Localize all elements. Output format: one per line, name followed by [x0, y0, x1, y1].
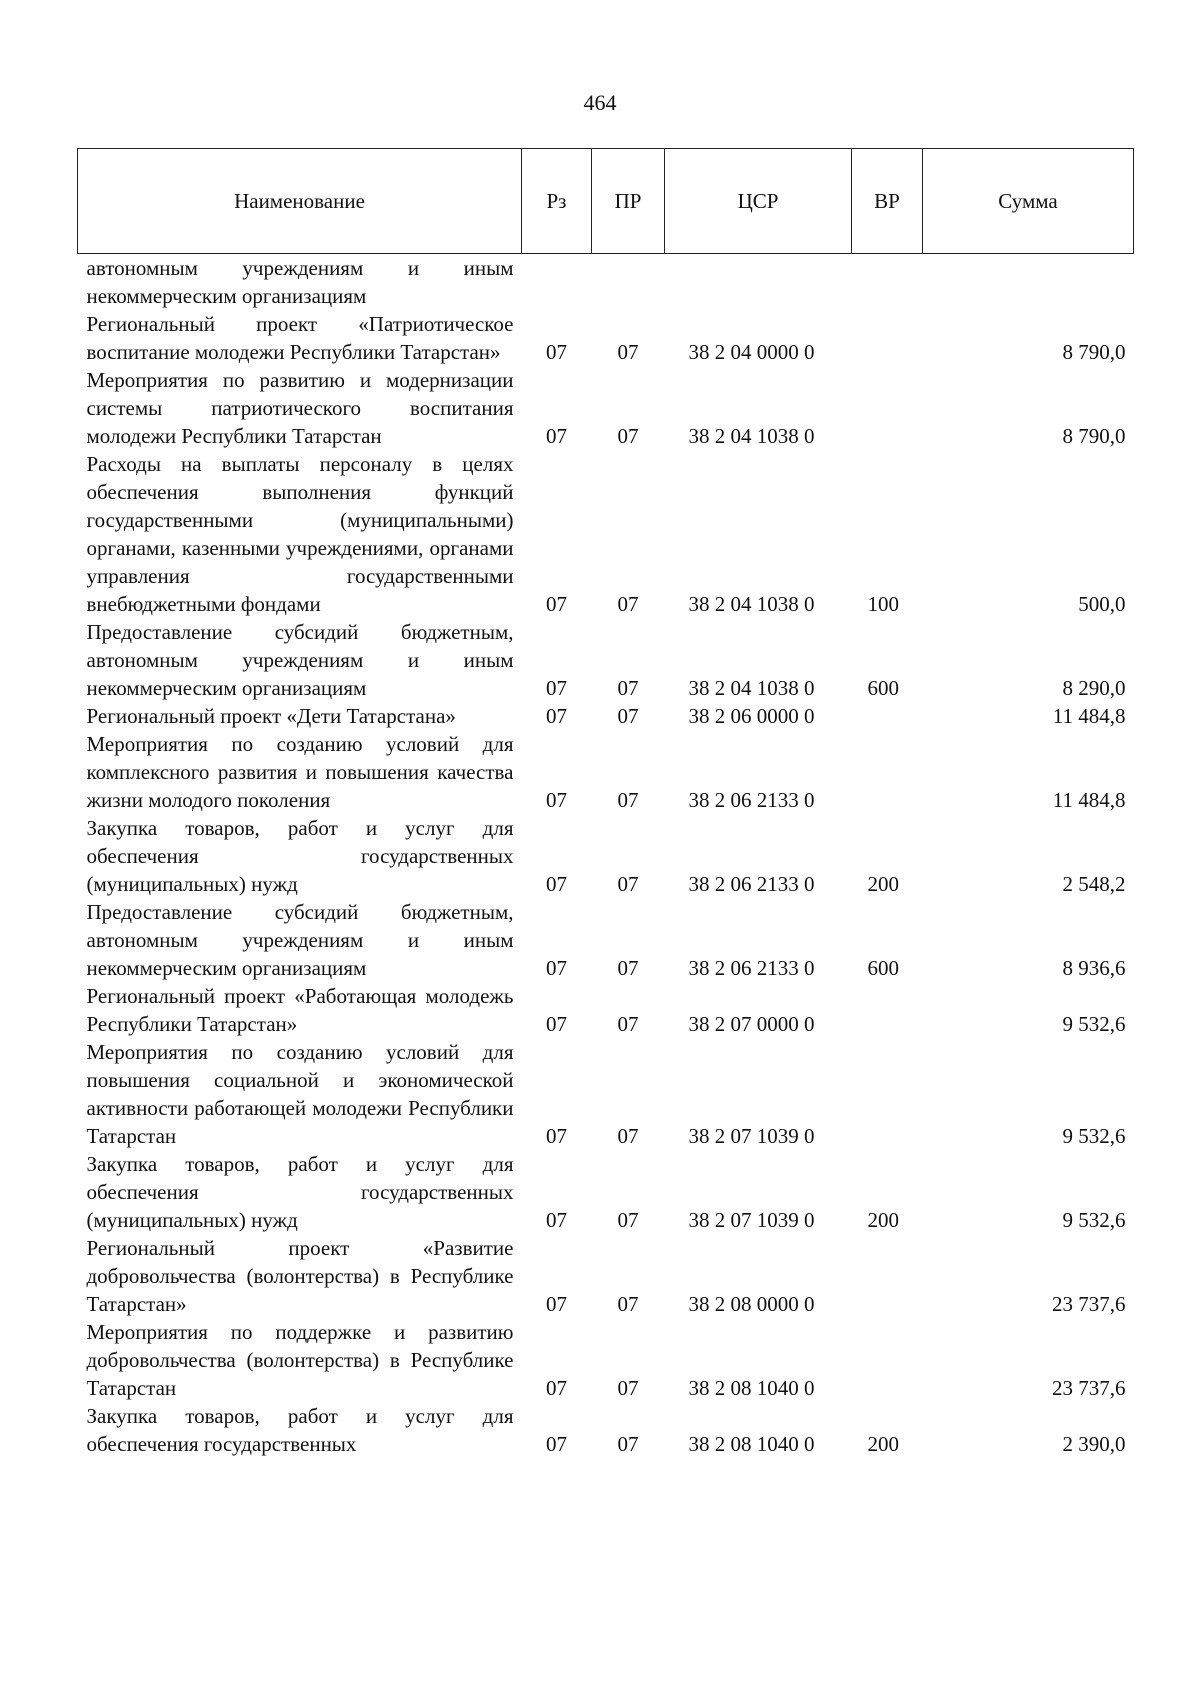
cell-name: Мероприятия по созданию условий для комплексного развития и повышения качества жизни молодого поколения	[86, 732, 514, 812]
table-row	[78, 1402, 1134, 1458]
cell-name: Мероприятия по созданию условий для повышения социальной и экономической активности работающей молодежи Республики Татарстан	[86, 1040, 514, 1148]
table-row	[78, 702, 1134, 730]
cell-pr: 07	[617, 1124, 639, 1148]
cell-sum: 8 290,0	[1062, 676, 1126, 700]
cell-pr: 07	[617, 1376, 639, 1400]
cell-name: Предоставление субсидий бюджетным, автономным учреждениям и иным некоммерческим организациям	[86, 900, 514, 980]
table-row	[78, 730, 1134, 814]
cell-name: Расходы на выплаты персоналу в целях обеспечения выполнения функций государственными (муниципальными) органами, казенными учреждениями, органами управления государственными внебюджетными фондами	[86, 452, 514, 616]
header-name: Наименование	[78, 149, 522, 254]
cell-csr: 38 2 06 2133 0	[688, 788, 815, 812]
cell-csr: 38 2 04 0000 0	[688, 340, 815, 364]
table-row	[78, 366, 1134, 450]
header-rz: Рз	[522, 149, 592, 254]
cell-pr: 07	[617, 704, 639, 728]
cell-name: Мероприятия по поддержке и развитию добровольчества (волонтерства) в Республике Татарстан	[86, 1320, 514, 1400]
cell-csr: 38 2 08 0000 0	[688, 1292, 815, 1316]
cell-rz: 07	[546, 872, 567, 896]
table-row	[78, 618, 1134, 702]
cell-name: Мероприятия по развитию и модернизации системы патриотического воспитания молодежи Республики Татарстан	[86, 368, 514, 448]
cell-rz: 07	[546, 788, 567, 812]
cell-vr	[852, 1318, 923, 1402]
cell-pr: 07	[617, 340, 639, 364]
cell-rz: 07	[546, 1432, 567, 1456]
cell-vr: 600	[867, 676, 899, 700]
cell-vr	[852, 1234, 923, 1318]
cell-csr: 38 2 08 1040 0	[688, 1432, 815, 1456]
header-csr: ЦСР	[665, 149, 852, 254]
cell-name: Региональный проект «Патриотическое воспитание молодежи Республики Татарстан»	[86, 312, 514, 364]
table-row	[78, 814, 1134, 898]
cell-name: Закупка товаров, работ и услуг для обеспечения государственных (муниципальных) нужд	[86, 816, 514, 896]
cell-pr: 07	[617, 1208, 639, 1232]
cell-name: Закупка товаров, работ и услуг для обеспечения государственных (муниципальных) нужд	[86, 1152, 514, 1232]
cell-csr: 38 2 06 0000 0	[688, 704, 815, 728]
header-vr: ВР	[852, 149, 923, 254]
cell-name: Региональный проект «Дети Татарстана»	[86, 704, 456, 728]
table-row	[78, 1150, 1134, 1234]
cell-sum: 8 790,0	[1062, 340, 1126, 364]
cell-rz: 07	[546, 676, 567, 700]
cell-sum: 23 737,6	[1052, 1376, 1126, 1400]
cell-csr: 38 2 04 1038 0	[688, 592, 815, 616]
cell-rz: 07	[546, 1208, 567, 1232]
budget-table	[77, 148, 1134, 1458]
cell-csr: 38 2 07 1039 0	[688, 1208, 815, 1232]
cell-vr: 100	[867, 592, 899, 616]
cell-name: Закупка товаров, работ и услуг для обеспечения государственных	[86, 1404, 514, 1456]
cell-sum: 11 484,8	[1052, 704, 1126, 728]
cell-rz: 07	[546, 1012, 567, 1036]
cell-rz: 07	[546, 704, 567, 728]
cell-pr: 07	[617, 956, 639, 980]
table-row	[78, 254, 1134, 311]
table-row	[78, 1318, 1134, 1402]
cell-rz: 07	[546, 1292, 567, 1316]
cell-vr	[852, 254, 923, 311]
header-sum: Сумма	[923, 149, 1134, 254]
cell-sum: 11 484,8	[1052, 788, 1126, 812]
table-row	[78, 1038, 1134, 1150]
cell-rz: 07	[546, 956, 567, 980]
cell-sum: 23 737,6	[1052, 1292, 1126, 1316]
cell-rz	[522, 254, 592, 311]
table-row	[78, 310, 1134, 366]
cell-rz: 07	[546, 1124, 567, 1148]
cell-sum	[923, 254, 1134, 311]
cell-pr: 07	[617, 592, 639, 616]
cell-csr: 38 2 06 2133 0	[688, 956, 815, 980]
cell-pr: 07	[617, 1292, 639, 1316]
cell-sum: 8 936,6	[1062, 956, 1126, 980]
table-row	[78, 1234, 1134, 1318]
cell-name: Предоставление субсидий бюджетным, автономным учреждениям и иным некоммерческим организациям	[86, 620, 514, 700]
cell-pr: 07	[617, 1012, 639, 1036]
page-number: 464	[583, 90, 617, 115]
cell-sum: 9 532,6	[1062, 1012, 1126, 1036]
cell-sum: 8 790,0	[1062, 424, 1126, 448]
cell-pr: 07	[617, 1432, 639, 1456]
cell-csr: 38 2 08 1040 0	[688, 1376, 815, 1400]
cell-sum: 2 548,2	[1062, 872, 1126, 896]
cell-vr: 200	[867, 1208, 899, 1232]
cell-vr	[852, 366, 923, 450]
cell-csr: 38 2 04 1038 0	[688, 424, 815, 448]
cell-vr	[852, 310, 923, 366]
cell-csr: 38 2 04 1038 0	[688, 676, 815, 700]
cell-pr: 07	[617, 676, 639, 700]
cell-pr: 07	[617, 424, 639, 448]
cell-csr: 38 2 07 0000 0	[688, 1012, 815, 1036]
cell-vr	[852, 1038, 923, 1150]
cell-sum: 500,0	[1078, 592, 1126, 616]
cell-rz: 07	[546, 424, 567, 448]
cell-rz: 07	[546, 592, 567, 616]
cell-vr: 200	[867, 1432, 899, 1456]
cell-pr: 07	[617, 872, 639, 896]
cell-name: Региональный проект «Развитие добровольчества (волонтерства) в Республике Татарстан»	[86, 1236, 514, 1316]
cell-pr	[592, 254, 665, 311]
cell-csr	[665, 254, 852, 311]
cell-sum: 9 532,6	[1062, 1124, 1126, 1148]
cell-name: Региональный проект «Работающая молодежь Республики Татарстан»	[86, 984, 514, 1036]
cell-name: автономным учреждениям и иным некоммерческим организациям	[86, 256, 514, 308]
table-row	[78, 898, 1134, 982]
cell-rz: 07	[546, 1376, 567, 1400]
cell-vr: 200	[867, 872, 899, 896]
cell-csr: 38 2 06 2133 0	[688, 872, 815, 896]
cell-vr	[852, 702, 923, 730]
cell-sum: 9 532,6	[1062, 1208, 1126, 1232]
cell-vr	[852, 982, 923, 1038]
cell-csr: 38 2 07 1039 0	[688, 1124, 815, 1148]
header-pr: ПР	[592, 149, 665, 254]
table-header-row	[78, 149, 1134, 254]
table-row	[78, 982, 1134, 1038]
cell-vr: 600	[867, 956, 899, 980]
cell-pr: 07	[617, 788, 639, 812]
table-row	[78, 450, 1134, 618]
cell-vr	[852, 730, 923, 814]
cell-sum: 2 390,0	[1062, 1432, 1126, 1456]
cell-rz: 07	[546, 340, 567, 364]
